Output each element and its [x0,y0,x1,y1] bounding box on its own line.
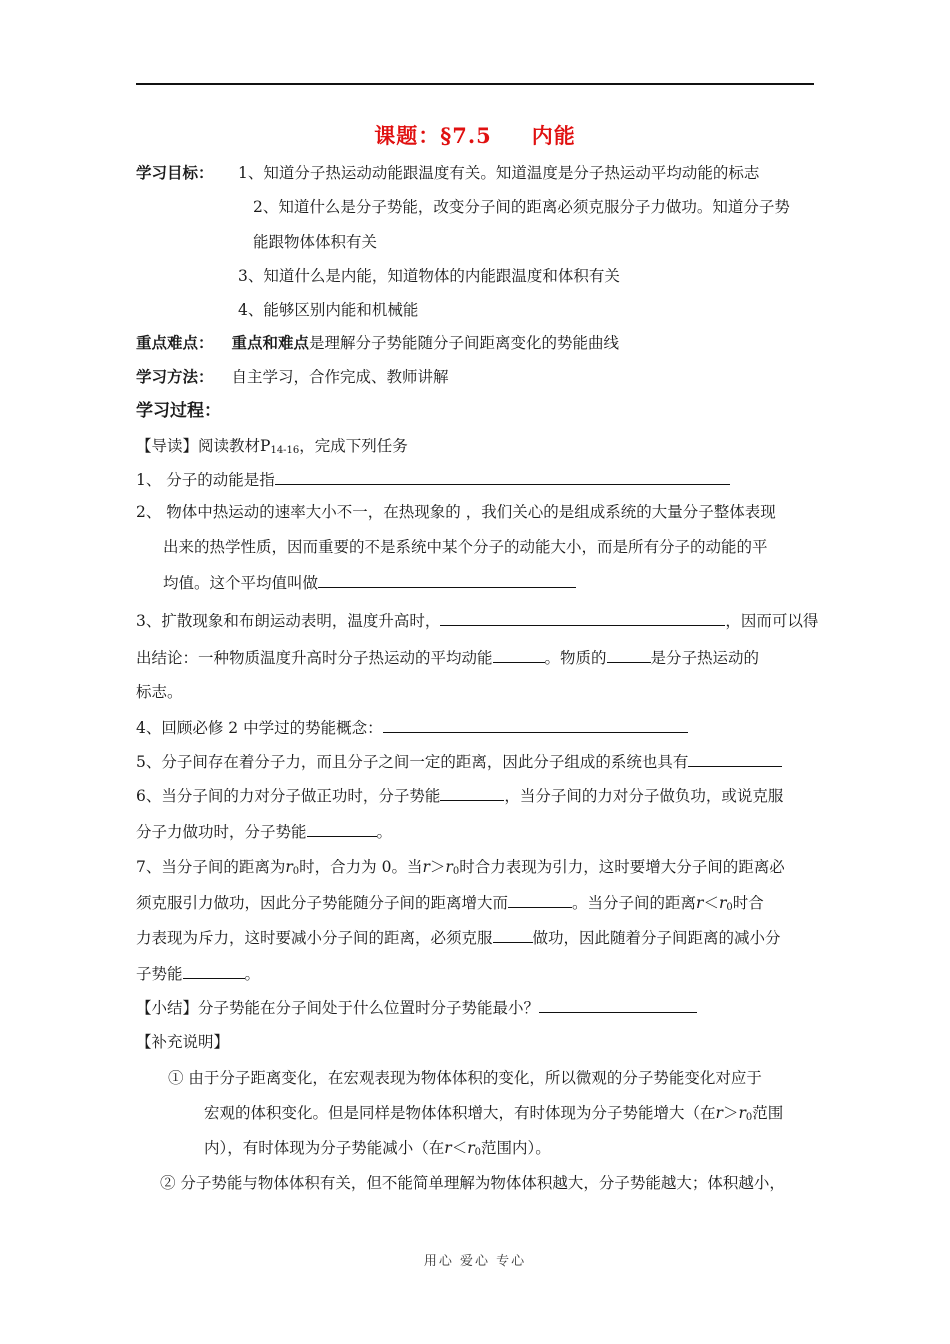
title-section: §7.5 [440,123,492,148]
gt-symbol: ＞ [429,858,446,876]
objective-1: 1、知道分子热运动动能跟温度有关。知道温度是分子热运动平均动能的标志 [238,164,760,182]
r0-symbol: r [718,894,727,912]
lt-symbol: ＜ [703,894,719,912]
answer-blank[interactable] [607,647,651,663]
question-7-text-h: 做功，因此随着分子间距离的减小分 [532,929,781,947]
lt-symbol: ＜ [451,1139,468,1157]
question-6-text-c: 分子力做功时，分子势能 [136,823,307,841]
question-2-line-1: 2、 物体中热运动的速率大小不一，在热现象的 ，我们关心的是组成系统的大量分子整体表现 [136,503,776,521]
objective-2-cont: 能跟物体体积有关 [253,233,378,251]
question-7-text-b: 时，合力为 0。当 [299,858,423,876]
r0-subscript: 0 [292,866,300,877]
title-topic: 内能 [531,123,576,148]
supplement-text-c: 内），有时体现为分子势能减小（在 [204,1139,445,1157]
answer-blank[interactable] [307,821,377,837]
objectives-label: 学习目标： [136,163,214,182]
answer-blank[interactable] [275,469,730,485]
summary-text: 【小结】分子势能在分子间处于什么位置时分子势能最小？ [136,999,540,1017]
objective-2: 2、知道什么是分子势能，改变分子间的距离必须克服分子力做功。知道分子势 [253,198,790,216]
guide-page-p: P [260,437,271,455]
question-7-line-1 [136,857,785,882]
r0-subscript: 0 [452,866,460,877]
question-7-text-i: 子势能 [136,965,183,983]
guide-line [136,436,408,461]
question-2-text: 均值。这个平均值叫做 [163,574,319,592]
question-4 [136,717,688,738]
question-7-line-4 [136,963,260,984]
answer-blank[interactable] [688,751,782,767]
method-label: 学习方法： [136,367,214,386]
question-7-text-j: 。 [244,965,261,983]
answer-blank[interactable] [440,610,725,626]
question-3-line-2 [136,647,759,668]
supplement-text-b: 范围 [752,1104,784,1122]
question-3-text-b: ，因而可以得 [725,612,819,630]
answer-blank[interactable] [508,892,572,908]
question-5 [136,751,782,772]
key-points-label: 重点难点： [136,333,214,352]
answer-blank[interactable] [183,963,245,979]
method-text: 自主学习，合作完成、教师讲解 [231,368,449,386]
header-rule [136,83,814,85]
question-7-text-d: 须克服引力做功，因此分子势能随分子间的距离增大而 [136,894,509,912]
guide-suffix: ，完成下列任务 [299,437,408,455]
question-1 [136,469,730,490]
r0-symbol: r [738,1104,746,1122]
question-3-line-1 [136,610,818,631]
objective-4: 4、能够区别内能和机械能 [238,301,419,319]
question-7-text: 7、当分子间的距离为 [136,858,286,876]
question-3-text-d: 。物质的 [544,649,607,667]
question-6-text: 6、当分子间的力对分子做正功时，分子势能 [136,787,441,805]
question-2-line-3 [163,572,576,593]
supplement-text-d: 范围内）。 [481,1139,551,1157]
page-footer: 用心 爱心 专心 [423,1254,527,1269]
question-6-text-d: 。 [376,823,393,841]
question-6-line-1 [136,785,783,806]
question-4-text: 4、回顾必修 2 中学过的势能概念： [136,719,383,737]
gt-symbol: ＞ [722,1104,739,1122]
question-7-line-2 [136,892,764,918]
question-6-text-b: ，当分子间的力对分子做负功，或说克服 [504,787,784,805]
answer-blank[interactable] [539,997,697,1013]
r0-subscript: 0 [745,1112,753,1123]
question-3-line-3: 标志。 [136,683,183,701]
supplement-heading: 【补充说明】 [136,1033,230,1051]
answer-blank[interactable] [493,927,533,943]
key-points [136,333,619,353]
question-5-text: 5、分子间存在着分子力，而且分子之间一定的距离，因此分子组成的系统也具有 [136,753,689,771]
answer-blank[interactable] [383,717,688,733]
question-3-text-e: 是分子热运动的 [650,649,760,667]
question-7-text-f: 时合 [732,894,764,912]
supplement-text: 宏观的体积变化。但是同样是物体体积增大，有时体现为分子势能增大（在 [204,1104,716,1122]
question-1-text: 1、 分子的动能是指 [136,471,275,489]
r-symbol: r [715,1104,723,1122]
summary-line [136,997,697,1018]
title-label: 课题： [374,123,441,148]
question-3-text-c: 出结论：一种物质温度升高时分子热运动的平均动能 [136,649,493,667]
guide-pages: 14-16 [270,445,300,456]
question-3-text: 3、扩散现象和布朗运动表明，温度升高时， [136,612,441,630]
supplement-1-line-3 [204,1138,551,1163]
key-points-text: 是理解分子势能随分子间距离变化的势能曲线 [309,334,620,352]
process-heading: 学习过程： [136,401,221,421]
answer-blank[interactable] [493,647,545,663]
r0-symbol: r [285,858,293,876]
question-2-line-2: 出来的热学性质，因而重要的不是系统中某个分子的动能大小，而是所有分子的动能的平 [163,538,768,556]
guide-prefix: 【导读】阅读教材 [136,437,261,455]
question-7-line-3 [136,927,781,948]
question-7-text-g: 力表现为斥力，这时要减小分子间的距离，必须克服 [136,929,493,947]
r0-symbol: r [445,858,453,876]
question-6-line-2 [136,821,392,842]
supplement-2: ② 分子势能与物体体积有关，但不能简单理解为物体体积越大，分子势能越大；体积越小， [160,1174,785,1192]
r-symbol: r [422,858,430,876]
r0-subscript: 0 [726,902,733,913]
question-7-text-e: 。当分子间的距离 [572,894,697,912]
answer-blank[interactable] [318,572,576,588]
method [136,367,449,387]
supplement-1-line-1: ① 由于分子距离变化，在宏观表现为物体体积的变化，所以微观的分子势能变化对应于 [168,1069,762,1087]
supplement-1-line-2 [204,1103,783,1128]
r0-symbol: r [467,1139,475,1157]
objective-3: 3、知道什么是内能，知道物体的内能跟温度和体积有关 [238,267,620,285]
r-symbol: r [696,894,704,912]
answer-blank[interactable] [440,785,504,801]
page-title [0,120,950,150]
question-7-text-c: 时合力表现为引力，这时要增大分子间的距离必 [459,858,785,876]
r-symbol: r [444,1139,452,1157]
key-points-bold: 重点和难点 [231,333,310,352]
r0-subscript: 0 [474,1147,481,1158]
